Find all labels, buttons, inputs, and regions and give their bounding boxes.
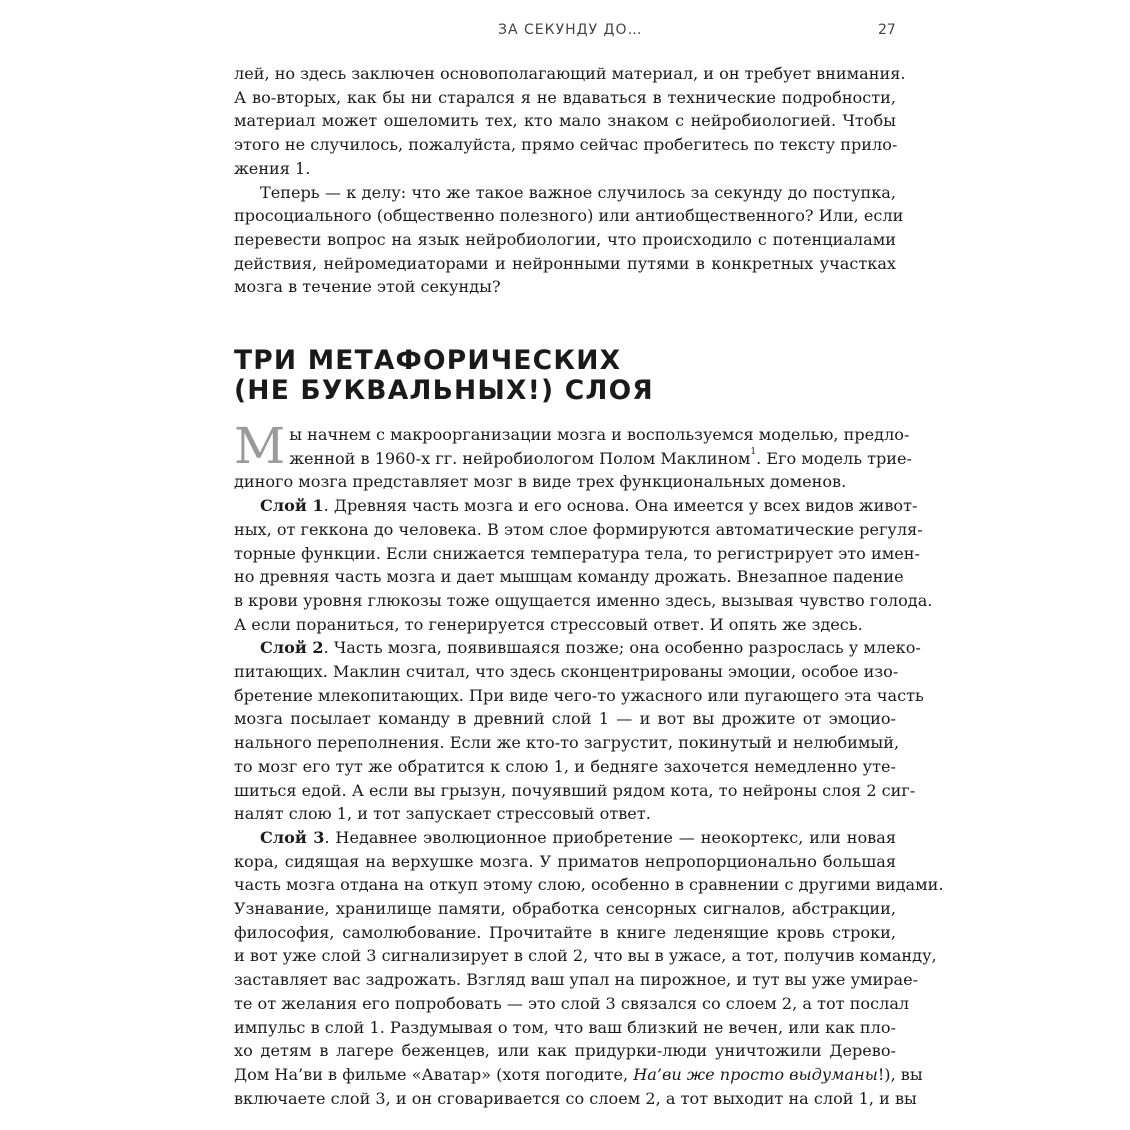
- text-line: просоциального (общественно полезного) или антиобщественного? Или, если: [234, 206, 904, 226]
- text-fragment: . Часть мозга, появившаяся позже; она особенно разрослась у млеко-: [323, 638, 921, 658]
- text-line: то мозг его тут же обратится к слою 1, и бедняге захочется немедленно уте-: [234, 756, 896, 776]
- text-fragment: . Недавнее эволюционное приобретение — неокортекс, или новая: [324, 827, 896, 847]
- italic-fragment: На’ви же просто выдуманы: [633, 1064, 878, 1084]
- main-text-block: [234, 417, 944, 1110]
- text-line: те от желания его попробовать — это слой 3 связался со слоем 2, а тот послал: [234, 993, 910, 1013]
- text-line: Узнавание, хранилище памяти, обработка сенсорных сигналов, абстракции,: [234, 899, 896, 919]
- page-number: 27: [878, 22, 896, 38]
- text-fragment: женной в 1960-х гг. нейробиологом Полом Маклином: [289, 448, 751, 468]
- text-line: ы начнем с макроорганизации мозга и воспользуемся моделью, предло-: [289, 425, 910, 444]
- text-line: импульс в слой 1. Раздумывая о том, что ваш близкий не вечен, или как пло-: [234, 1017, 896, 1037]
- text-line: часть мозга отдана на откуп этому слою, особенно в сравнении с другими видами.: [234, 875, 944, 895]
- text-line: кора, сидящая на верхушке мозга. У приматов непропорционально большая: [234, 851, 896, 871]
- text-fragment: . Древняя часть мозга и его основа. Она имеется у всех видов живот-: [323, 496, 918, 516]
- text-line: включаете слой 3, и он сговаривается со слоем 2, а тот выходит на слой 1, и вы: [234, 1088, 917, 1108]
- text-line: ных, от геккона до человека. В этом слое формируются автоматические регуля-: [234, 519, 923, 539]
- text-line: диного мозга представляет мозг в виде трех функциональных доменов.: [234, 472, 847, 492]
- text-line: бретение млекопитающих. При виде чего-то ужасного или пугающего эта часть: [234, 685, 924, 705]
- section-heading: [234, 346, 896, 406]
- text-line: в крови уровня глюкозы тоже ощущается именно здесь, вызывая чувство голода.: [234, 590, 933, 610]
- text-line: материал может ошеломить тех, кто мало знаком с нейробиологией. Чтобы: [234, 111, 896, 131]
- top-text-block: [234, 62, 906, 299]
- heading-line-2: (НЕ БУКВАЛЬНЫХ!) СЛОЯ: [234, 375, 654, 406]
- layer-label: Слой 3: [260, 827, 325, 847]
- text-line: заставляет вас задрожать. Взгляд ваш упал на пирожное, и тут вы уже умирае-: [234, 970, 919, 990]
- layer-label: Слой 1: [260, 496, 324, 516]
- layer-3-first-line: [234, 826, 896, 850]
- text-fragment: . Его модель трие-: [756, 448, 912, 468]
- layer-label: Слой 2: [260, 638, 324, 658]
- text-line: [234, 1063, 923, 1087]
- text-line: Теперь — к делу: что же такое важное случилось за секунду до поступка,: [260, 182, 896, 202]
- text-line: шиться едой. А если вы грызун, почуявший рядом кота, то нейроны слоя 2 сиг-: [234, 780, 916, 800]
- text-line: А во-вторых, как бы ни старался я не вдаваться в технические подробности,: [234, 87, 896, 107]
- running-title: ЗА СЕКУНДУ ДО…: [498, 22, 643, 38]
- text-fragment: Дом На’ви в фильме «Аватар» (хотя погодите,: [234, 1064, 634, 1084]
- text-line: философия, самолюбование. Прочитайте в книге леденящие кровь строки,: [234, 922, 896, 942]
- text-line: действия, нейромедиаторами и нейронными путями в конкретных участках: [234, 253, 896, 273]
- text-line: хо детям в лагере беженцев, или как придурки-люди уничтожили Дерево-: [234, 1041, 896, 1061]
- layer-1-first-line: [234, 494, 918, 518]
- text-line: мозга в течение этой секунды?: [234, 277, 501, 297]
- text-line: питающих. Маклин считал, что здесь сконцентрированы эмоции, особое изо-: [234, 662, 899, 682]
- text-line: но древняя часть мозга и дает мышцам команду дрожать. Внезапное падение: [234, 567, 904, 587]
- text-line: А если пораниться, то генерируется стрессовый ответ. И опять же здесь.: [234, 614, 863, 634]
- text-line: лей, но здесь заключен основополагающий материал, и он требует внимания.: [234, 64, 906, 83]
- drop-cap: М: [234, 417, 286, 475]
- running-head: [0, 22, 1130, 42]
- text-line: [234, 446, 912, 471]
- text-line: этого не случилось, пожалуйста, прямо сейчас пробегитесь по тексту прило-: [234, 135, 898, 155]
- text-line: торные функции. Если снижается температура тела, то регистрирует это имен-: [234, 543, 920, 563]
- text-line: налят слою 1, и тот запускает стрессовый ответ.: [234, 804, 651, 824]
- text-line: и вот уже слой 3 сигнализирует в слой 2, что вы в ужасе, а тот, получив команду,: [234, 946, 937, 966]
- text-line: мозга посылает команду в древний слой 1 — и вот вы дрожите от эмоцио-: [234, 709, 896, 729]
- text-line: перевести вопрос на язык нейробиологии, что происходило с потенциалами: [234, 229, 896, 249]
- text-fragment: !), вы: [877, 1064, 923, 1084]
- heading-line-1: ТРИ МЕТАФОРИЧЕСКИХ: [234, 345, 622, 376]
- layer-2-first-line: [234, 636, 921, 660]
- text-line: жения 1.: [234, 158, 311, 178]
- text-line: нального переполнения. Если же кто-то загрустит, покинутый и нелюбимый,: [234, 733, 900, 753]
- footnote-ref: 1: [750, 446, 757, 457]
